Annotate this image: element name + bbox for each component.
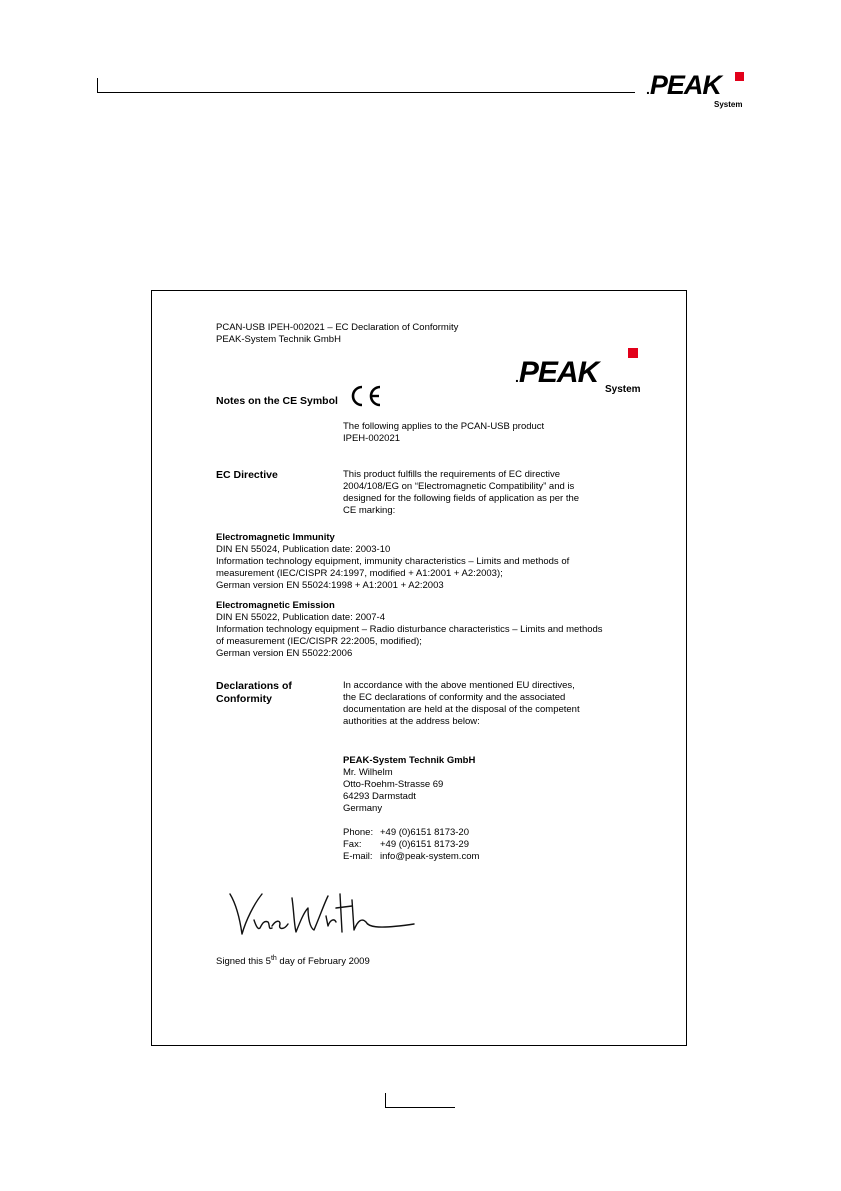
emission-section (216, 600, 636, 660)
footer-rule (385, 1107, 455, 1108)
contact-phone (343, 827, 633, 839)
immunity-section (216, 532, 636, 592)
address-company: PEAK-System Technik GmbH (343, 755, 476, 766)
conformity-heading-line: Declarations of (216, 680, 292, 692)
ec-directive-text (343, 469, 633, 517)
signed-superscript: th (270, 955, 277, 962)
address-line: 64293 Darmstadt (343, 791, 416, 802)
ec-directive-line: 2004/108/EG on “Electromagnetic Compatibility” and is (343, 481, 575, 492)
contact-email (343, 851, 633, 863)
conformity-line: In accordance with the above mentioned EU directives, (343, 680, 575, 691)
conformity-heading-line: Conformity (216, 693, 272, 705)
declaration-logo-red-square (628, 348, 638, 358)
address-line: Otto-Roehm-Strasse 69 (343, 779, 444, 790)
declaration-peak-logo: .PEAK System (515, 346, 640, 396)
signed-prefix: Signed this 5 (216, 956, 271, 968)
email-label: E-mail: (343, 851, 373, 862)
logo-subtext: System (714, 100, 743, 109)
logo-red-square (735, 72, 744, 81)
contact-fax (343, 839, 633, 851)
signed-date (216, 953, 516, 968)
declaration-logo-subtext: System (605, 384, 641, 395)
declaration-logo-wordmark: PEAK (518, 356, 599, 389)
emission-line: German version EN 55022:2006 (216, 648, 353, 659)
ce-text-line: The following applies to the PCAN-USB product (343, 421, 545, 432)
declaration-title-line: PCAN-USB IPEH-002021 – EC Declaration of Conformity (216, 322, 459, 333)
contact-block (343, 827, 633, 863)
footer-rule-tick (385, 1093, 386, 1108)
handwritten-signature (228, 890, 418, 940)
emission-line: DIN EN 55022, Publication date: 2007-4 (216, 612, 385, 623)
header-rule (97, 92, 635, 93)
conformity-line: documentation are held at the disposal of the competent (343, 704, 580, 715)
fax-label: Fax: (343, 839, 362, 850)
immunity-line: Information technology equipment, immunity characteristics – Limits and methods of (216, 556, 570, 567)
phone-label: Phone: (343, 827, 374, 838)
declaration-company-line: PEAK-System Technik GmbH (216, 334, 341, 345)
ec-directive-line: designed for the following fields of application as per the (343, 493, 580, 504)
ec-directive-heading: EC Directive (216, 469, 278, 481)
signed-suffix: day of February 2009 (276, 956, 370, 968)
logo-wordmark: PEAK (649, 70, 721, 100)
address-line: Germany (343, 803, 383, 814)
declaration-title (216, 322, 516, 346)
ce-symbol-text (343, 421, 633, 445)
peak-logo: .PEAK System (646, 70, 743, 109)
conformity-heading (216, 680, 292, 706)
phone-value: +49 (0)6151 8173-20 (380, 827, 470, 838)
address-block (343, 755, 633, 815)
email-value: info@peak-system.com (380, 851, 480, 862)
conformity-line: the EC declarations of conformity and the associated (343, 692, 566, 703)
ec-directive-line: CE marking: (343, 505, 396, 516)
immunity-line: measurement (IEC/CISPR 24:1997, modified + A1:2001 + A2:2003); (216, 568, 503, 579)
emission-heading: Electromagnetic Emission (216, 600, 335, 611)
fax-value: +49 (0)6151 8173-29 (380, 839, 470, 850)
conformity-text (343, 680, 633, 728)
ec-directive-line: This product fulfills the requirements of EC directive (343, 469, 561, 480)
immunity-line: German version EN 55024:1998 + A1:2001 + A2:2003 (216, 580, 444, 591)
address-line: Mr. Wilhelm (343, 767, 393, 778)
ce-text-line: IPEH-002021 (343, 433, 401, 444)
immunity-heading: Electromagnetic Immunity (216, 532, 335, 543)
ce-symbol-heading: Notes on the CE Symbol (216, 395, 338, 407)
immunity-line: DIN EN 55024, Publication date: 2003-10 (216, 544, 391, 555)
emission-line: of measurement (IEC/CISPR 22:2005, modified); (216, 636, 422, 647)
ce-mark-icon (348, 384, 384, 408)
conformity-line: authorities at the address below: (343, 716, 480, 727)
emission-line: Information technology equipment – Radio disturbance characteristics – Limits and methods (216, 624, 603, 635)
header-rule-tick (97, 78, 98, 93)
